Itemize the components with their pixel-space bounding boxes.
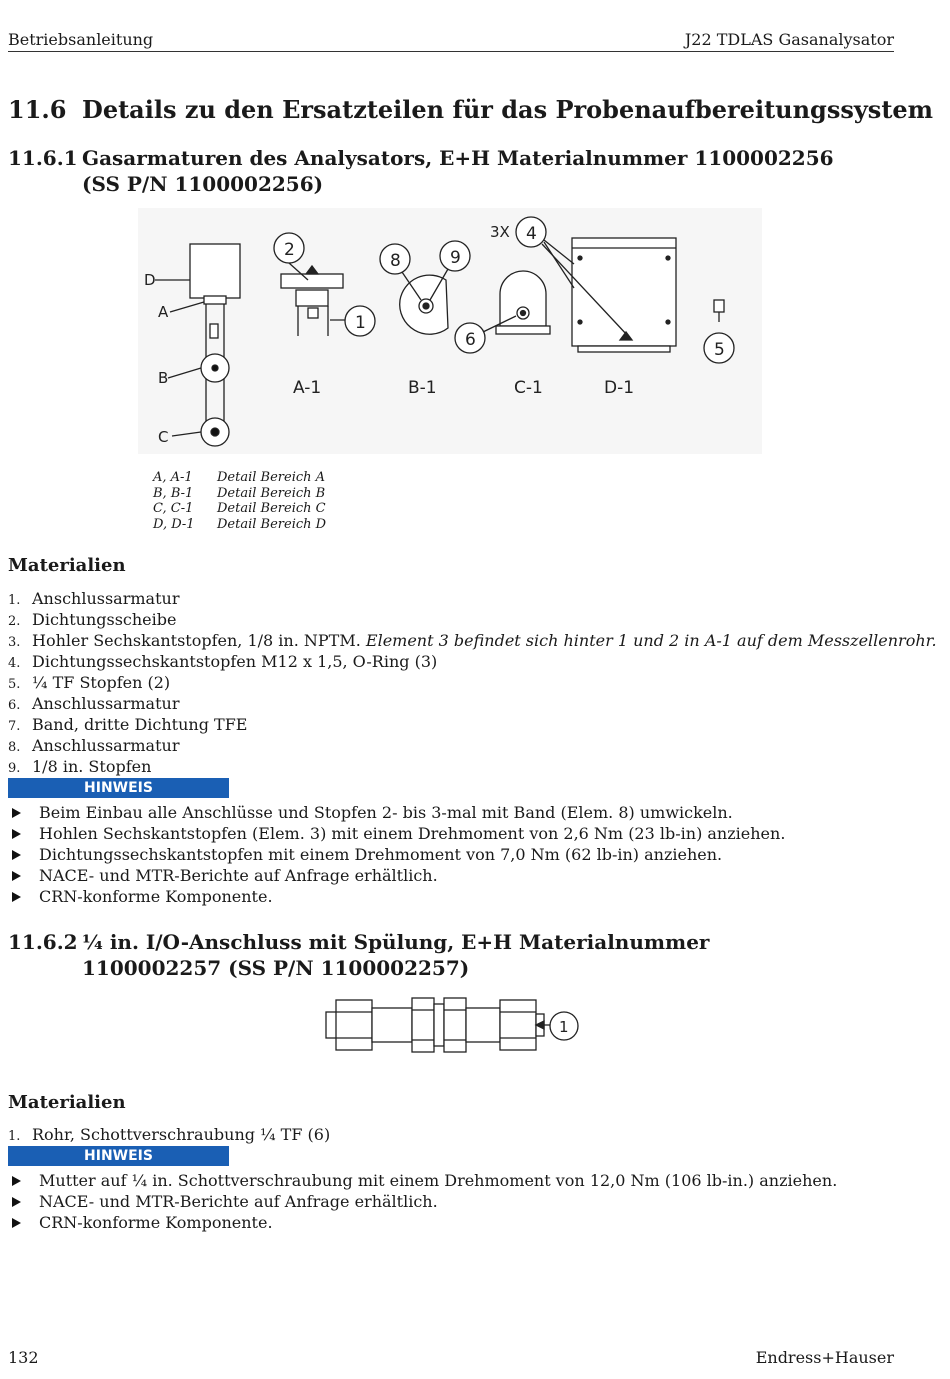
- item-text: Anschlussarmatur: [32, 694, 180, 713]
- gas-fittings-figure: [138, 208, 762, 454]
- legend-row: [153, 517, 326, 533]
- item-number: 9.: [8, 761, 21, 776]
- brand-name: Endress+Hauser: [755, 1348, 894, 1367]
- detail-label-b1: B-1: [408, 378, 437, 398]
- list-item: [8, 714, 937, 735]
- legend-value: Detail Bereich C: [217, 501, 326, 516]
- item-text: Dichtungssechskantstopfen M12 x 1,5, O-Ring (3): [32, 652, 438, 671]
- materials-list: [8, 1124, 330, 1145]
- notice-text: NACE- und MTR-Berichte auf Anfrage erhältlich.: [39, 1192, 438, 1211]
- item-number: 2.: [8, 614, 21, 629]
- item-text: Rohr, Schottverschraubung ¼ TF (6): [32, 1125, 331, 1144]
- materials-list: [8, 588, 937, 777]
- bulkhead-union-figure: [322, 992, 582, 1062]
- header-divider: [8, 51, 894, 52]
- list-item: [8, 1124, 330, 1145]
- notice-banner: HINWEIS: [8, 1146, 229, 1166]
- arrow-bullet-icon: [12, 1197, 21, 1207]
- arrow-bullet-icon: [12, 829, 21, 839]
- item-number: 6.: [8, 698, 21, 713]
- section-number: 11.6: [8, 95, 67, 124]
- notice-item: [8, 802, 785, 823]
- callout-9: 9: [450, 248, 461, 268]
- notice-item: [8, 823, 785, 844]
- legend-value: Detail Bereich B: [217, 485, 326, 501]
- section-title-11-6: [8, 95, 933, 124]
- notice-text: CRN-konforme Komponente.: [39, 887, 273, 906]
- item-number: 1.: [8, 1129, 21, 1144]
- section-title-text: Gasarmaturen des Analysators, E+H Materialnummer 1100002256 (SS P/N 1100002256): [82, 146, 834, 196]
- legend-value: Detail Bereich A: [217, 470, 326, 485]
- callout-8: 8: [390, 251, 401, 271]
- callout-3x: 3X: [490, 223, 510, 241]
- callout-2: 2: [284, 240, 295, 260]
- notice-list: [8, 1170, 837, 1233]
- callout-1: 1: [355, 313, 366, 333]
- section-number: 11.6.1: [8, 146, 78, 170]
- callout-1: 1: [559, 1018, 569, 1036]
- header-product: J22 TDLAS Gasanalysator: [684, 30, 894, 49]
- arrow-bullet-icon: [12, 892, 21, 902]
- page-number: 132: [8, 1348, 39, 1367]
- section-title-text: Details zu den Ersatzteilen für das Probenaufbereitungssystem: [82, 95, 934, 124]
- item-text: 1/8 in. Stopfen: [32, 757, 152, 776]
- legend-value: Detail Bereich D: [217, 516, 327, 532]
- notice-item: [8, 865, 785, 886]
- callout-c: C: [158, 428, 169, 446]
- item-text: Anschlussarmatur: [32, 736, 180, 755]
- notice-item: [8, 1170, 837, 1191]
- callout-5: 5: [714, 340, 725, 360]
- callout-4: 4: [526, 224, 537, 244]
- notice-list: [8, 802, 785, 907]
- bulkhead-union-drawing: [326, 998, 578, 1052]
- list-item: [8, 588, 937, 609]
- list-item: [8, 735, 937, 756]
- item-text: ¼ TF Stopfen (2): [32, 673, 171, 692]
- legend-row: [153, 501, 326, 517]
- notice-text: NACE- und MTR-Berichte auf Anfrage erhältlich.: [39, 866, 438, 885]
- detail-label-d1: D-1: [604, 378, 635, 398]
- arrow-bullet-icon: [12, 808, 21, 818]
- callout-a: A: [158, 303, 169, 321]
- notice-item: [8, 1191, 837, 1212]
- list-item: [8, 756, 937, 777]
- list-item: [8, 630, 937, 651]
- list-item: [8, 651, 937, 672]
- section-title-11-6-2: [8, 929, 842, 981]
- list-item: [8, 609, 937, 630]
- notice-item: [8, 886, 785, 907]
- item-number: 3.: [8, 635, 21, 650]
- legend-row: [153, 486, 326, 502]
- item-number: 7.: [8, 719, 21, 734]
- item-number: 8.: [8, 740, 21, 755]
- notice-text: Mutter auf ¼ in. Schottverschraubung mit einem Drehmoment von 12,0 Nm (106 lb-in.) anziehen.: [39, 1171, 838, 1190]
- notice-item: [8, 1212, 837, 1233]
- section-title-text: ¼ in. I/O-Anschluss mit Spülung, E+H Materialnummer 1100002257 (SS P/N 1100002257): [82, 930, 710, 980]
- arrow-bullet-icon: [12, 871, 21, 881]
- legend-row: [153, 470, 326, 486]
- notice-text: Dichtungssechskantstopfen mit einem Drehmoment von 7,0 Nm (62 lb-in) anziehen.: [39, 845, 723, 864]
- arrow-bullet-icon: [12, 1176, 21, 1186]
- materials-heading: Materialien: [8, 1092, 126, 1113]
- detail-label-a1: A-1: [293, 378, 322, 398]
- notice-item: [8, 844, 785, 865]
- arrow-bullet-icon: [12, 1218, 21, 1228]
- item-number: 4.: [8, 656, 21, 671]
- item-text: Dichtungsscheibe: [32, 610, 177, 629]
- callout-b: B: [158, 369, 169, 387]
- notice-text: Beim Einbau alle Anschlüsse und Stopfen 2- bis 3-mal mit Band (Elem. 8) umwickeln.: [39, 803, 733, 822]
- legend-key: B, B-1: [153, 485, 194, 501]
- item-note: Element 3 befindet sich hinter 1 und 2 in A-1 auf dem Messzellenrohr.: [365, 631, 937, 650]
- item-number: 1.: [8, 593, 21, 608]
- item-text: Hohler Sechskantstopfen, 1/8 in. NPTM.: [32, 631, 366, 650]
- item-text: Anschlussarmatur: [32, 589, 180, 608]
- notice-banner: HINWEIS: [8, 778, 229, 798]
- detail-label-c1: C-1: [514, 378, 543, 398]
- legend-key: A, A-1: [153, 470, 193, 485]
- callout-d: D: [144, 271, 156, 289]
- item-text: Band, dritte Dichtung TFE: [32, 715, 248, 734]
- arrow-bullet-icon: [12, 850, 21, 860]
- list-item: [8, 672, 937, 693]
- notice-text: CRN-konforme Komponente.: [39, 1213, 273, 1232]
- legend-key: D, D-1: [153, 516, 195, 532]
- header-doc-type: Betriebsanleitung: [8, 30, 154, 49]
- figure-legend: [153, 470, 326, 532]
- materials-heading: Materialien: [8, 555, 126, 576]
- item-number: 5.: [8, 677, 21, 692]
- list-item: [8, 693, 937, 714]
- legend-key: C, C-1: [153, 501, 194, 516]
- callout-6: 6: [465, 330, 476, 350]
- notice-text: Hohlen Sechskantstopfen (Elem. 3) mit einem Drehmoment von 2,6 Nm (23 lb-in) anziehen.: [39, 824, 786, 843]
- section-number: 11.6.2: [8, 930, 78, 954]
- section-title-11-6-1: [8, 145, 842, 197]
